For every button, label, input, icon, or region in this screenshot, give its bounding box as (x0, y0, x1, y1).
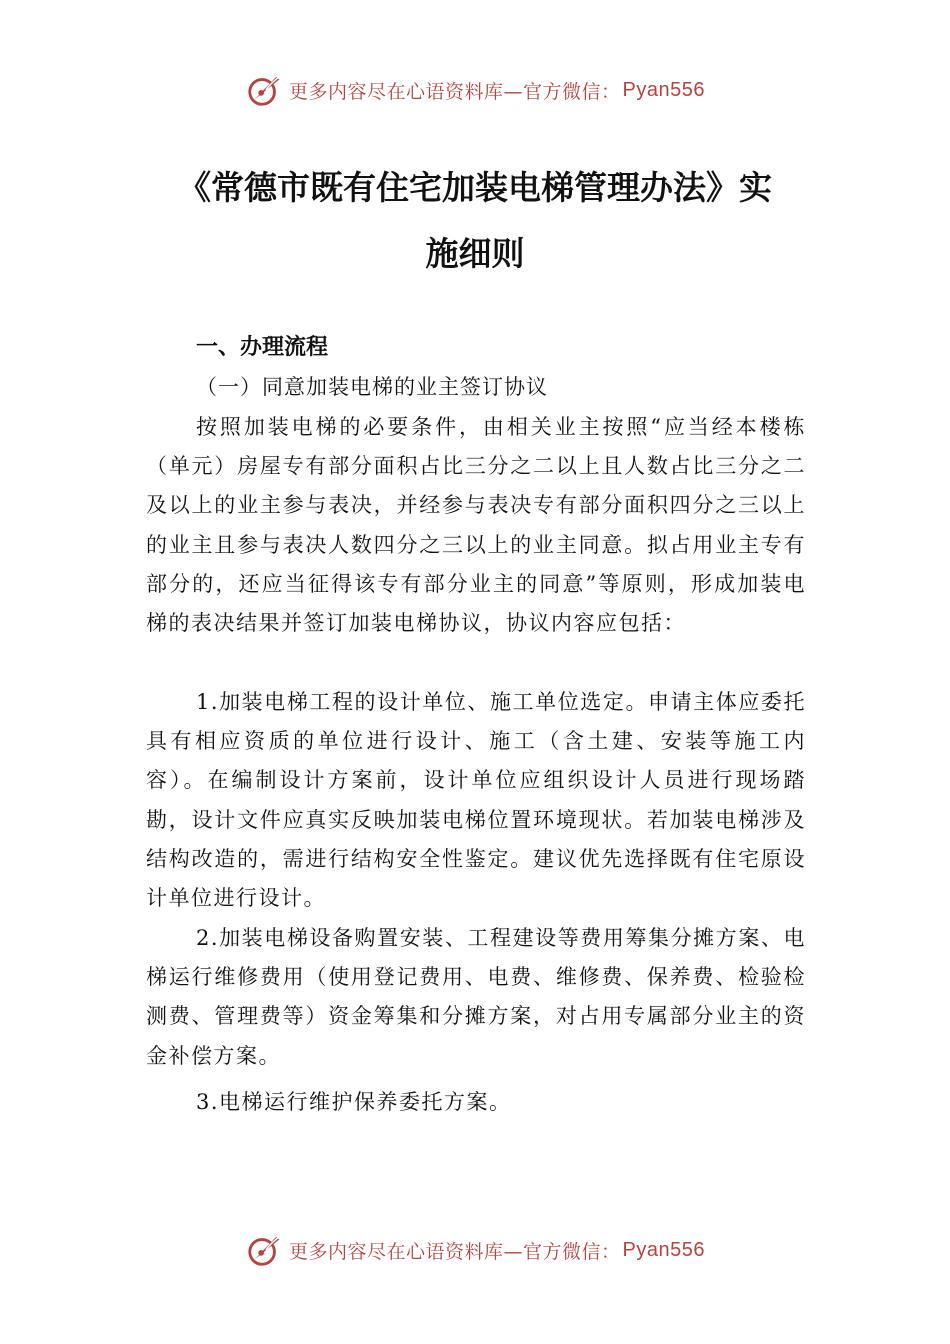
section-heading: 一、办理流程 (196, 335, 329, 360)
subsection-heading: （一）同意加装电梯的业主签订协议 (196, 375, 548, 399)
document-title-line-2: 施细则 (425, 234, 525, 273)
banner-wechat-id: Pyan556 (622, 1238, 705, 1261)
watermark-banner-bottom (0, 1228, 950, 1272)
list-item-2: 2.加装电梯设备购置安装、工程建设等费用筹集分摊方案、电梯运行维修费用（使用登记费用、电费、维修费、保养费、检验检测费、管理费等）资金筹集和分摊方案，对占用专属部分业主的资金补偿方案。 (146, 926, 806, 1068)
banner-wechat-id: Pyan556 (622, 78, 705, 101)
document-title-line-1: 《常德市既有住宅加装电梯管理办法》实 (178, 168, 772, 207)
list-item-1: 1.加装电梯工程的设计单位、施工单位选定。申请主体应委托具有相应资质的单位进行设计、施工（含土建、安装等施工内容）。在编制设计方案前，设计单位应组织设计人员进行现场踏勘，设计文件应真实反映加装电梯位置环境现状。若加装电梯涉及结构改造的，需进行结构安全性鉴定。建议优先选择既有住宅原设计单位进行设计。 (146, 690, 806, 911)
paragraph-conditions: 按照加装电梯的必要条件，由相关业主按照“应当经本楼栋（单元）房屋专有部分面积占比三分之二以上且人数占比三分之二及以上的业主参与表决，并经参与表决专有部分面积四分之三以上的业主且参与表决人数四分之三以上的业主同意。拟占用业主专有部分的，还应当征得该专有部分业主的同意”等原则，形成加装电梯的表决结果并签订加装电梯协议，协议内容应包括： (146, 415, 806, 636)
banner-text: 更多内容尽在心语资料库—官方微信： (289, 80, 621, 103)
list-item-3: 3.电梯运行维护保养委托方案。 (196, 1090, 512, 1114)
banner-text: 更多内容尽在心语资料库—官方微信： (289, 1240, 621, 1263)
quill-logo-icon (245, 71, 283, 109)
quill-logo-icon (245, 1231, 283, 1269)
watermark-banner-top (0, 68, 950, 112)
